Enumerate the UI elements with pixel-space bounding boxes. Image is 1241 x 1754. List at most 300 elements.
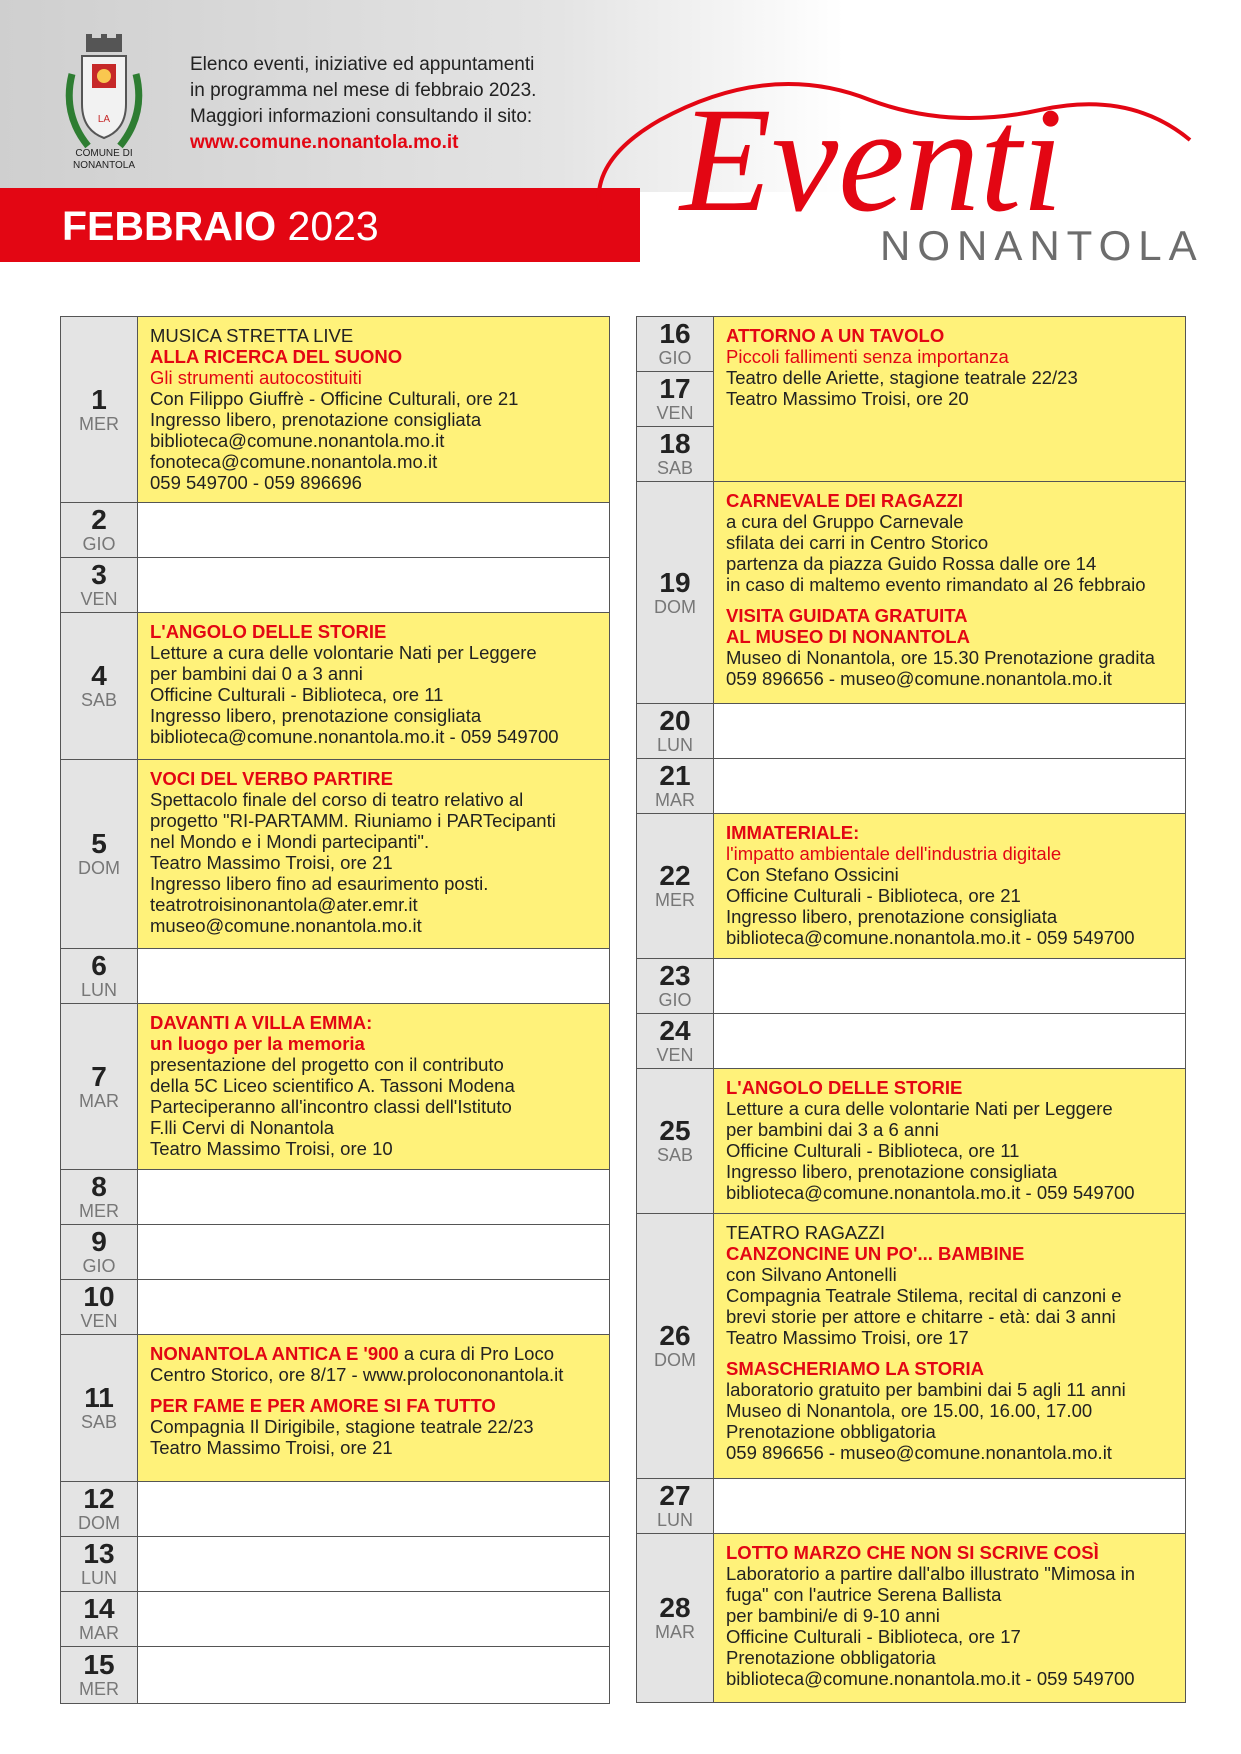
weekday-label: DOM [654,1350,696,1370]
calendar-column-left [60,316,610,1704]
event-detail [726,511,1175,532]
day-number: 6 [91,950,107,981]
event-detail [726,1264,1175,1285]
date-group [637,1014,713,1068]
day-number: 16 [659,318,691,349]
event-detail-text: Letture a cura delle volontarie Nati per Leggere [150,642,537,663]
date-group [637,371,713,426]
month-name: FEBBRAIO [62,203,277,249]
event-cell [138,613,609,759]
event-cell [714,482,1185,703]
day-number: 13 [83,1538,115,1569]
event-title [726,1542,1175,1563]
date-cell [637,482,714,703]
event-detail-text: Teatro Massimo Troisi, ore 21 [150,1437,393,1458]
event-detail [726,532,1175,553]
event-detail [726,1098,1175,1119]
date-cell [61,1170,138,1224]
event-title [726,1077,1175,1098]
event-detail-text: TEATRO RAGAZZI [726,1222,885,1243]
event-detail [726,1379,1175,1400]
event-detail [150,705,599,726]
weekday-label: VEN [656,403,694,423]
event-detail [726,1626,1175,1647]
day-number: 9 [91,1226,107,1257]
weekday-label: SAB [656,1145,694,1165]
event-detail-text: progetto "RI-PARTAMM. Riuniamo i PARTecipanti [150,810,556,831]
event-detail [726,1306,1175,1327]
event-title-text: ALLA RICERCA DEL SUONO [150,346,403,367]
event-detail-text: Compagnia Teatrale Stilema, recital di canzoni e [726,1285,1122,1306]
date-cell [61,1537,138,1591]
event-title-text: SMASCHERIAMO LA STORIA [726,1358,984,1379]
svg-text:LA: LA [97,114,111,125]
event-detail [726,647,1175,668]
event-subtitle-text: l'impatto ambientale dell'industria digitale [726,843,1062,864]
date-cell [61,1647,138,1703]
event-detail [726,1421,1175,1442]
day-number: 12 [83,1483,115,1514]
day-number: 21 [659,760,691,791]
calendar-row [637,482,1185,704]
event-detail [726,864,1175,885]
calendar-row [61,503,609,558]
date-cell [637,317,714,481]
date-group [637,1214,713,1478]
date-group [61,760,137,948]
date-group [61,613,137,759]
weekday-label: LUN [80,1568,117,1588]
event-detail [726,1222,1175,1243]
event-detail [150,726,599,747]
event-spacer [150,1385,599,1395]
date-cell [637,1069,714,1213]
calendar-row [637,317,1185,482]
event-detail [150,852,599,873]
event-title-text: LOTTO MARZO CHE NON SI SCRIVE COSÌ [726,1542,1099,1563]
date-cell [637,1479,714,1533]
day-number: 14 [83,1593,115,1624]
date-group [637,814,713,958]
date-group [637,1479,713,1533]
event-title [726,822,1175,843]
date-group [61,503,137,557]
event-detail [150,1117,599,1138]
event-detail-text: in caso di maltemo evento rimandato al 26 febbraio [726,574,1146,595]
day-number: 8 [91,1171,107,1202]
calendar-column-right [636,316,1186,1703]
day-number: 2 [91,504,107,535]
event-detail [726,1668,1175,1689]
date-cell [637,759,714,813]
event-detail-text: Museo di Nonantola, ore 15.00, 16.00, 17.00 [726,1400,1093,1421]
event-detail [726,668,1175,689]
weekday-label: MER [79,413,119,434]
event-title [150,1343,599,1364]
day-number: 4 [91,660,107,691]
date-cell [637,959,714,1013]
empty-cell [714,759,1185,813]
event-detail [726,885,1175,906]
event-detail [726,1647,1175,1668]
date-group [61,1335,137,1481]
event-title [726,626,1175,647]
empty-cell [138,1537,609,1591]
event-title [150,621,599,642]
event-detail-text: Teatro delle Ariette, stagione teatrale 22/23 [726,367,1078,388]
event-detail [150,789,599,810]
event-cell [138,1004,609,1169]
calendar-row [637,1214,1185,1479]
event-detail-text: biblioteca@comune.nonantola.mo.it - 059 549700 [726,1668,1135,1689]
event-detail-text: Prenotazione obbligatoria [726,1421,936,1442]
event-detail-text: F.lli Cervi di Nonantola [150,1117,335,1138]
event-cell [714,317,1185,481]
calendar-row [61,1280,609,1335]
calendar-row [637,1014,1185,1069]
day-number: 25 [659,1115,691,1146]
event-subtitle-text: Gli strumenti autocostituiti [150,367,362,388]
event-detail-text: partenza da piazza Guido Rossa dalle ore 14 [726,553,1097,574]
event-title [726,1358,1175,1379]
event-detail-text: museo@comune.nonantola.mo.it [150,915,422,936]
date-cell [61,1004,138,1169]
event-detail [150,1054,599,1075]
date-group [61,1647,137,1703]
calendar-row [61,1335,609,1482]
event-detail-text: Teatro Massimo Troisi, ore 17 [726,1327,969,1348]
empty-cell [714,1014,1185,1068]
event-title [150,768,599,789]
date-group [61,1537,137,1591]
calendar-row [61,1004,609,1170]
empty-cell [714,1479,1185,1533]
event-cell [138,1335,609,1481]
intro-line: in programma nel mese di febbraio 2023. [190,80,537,101]
event-detail-text: MUSICA STRETTA LIVE [150,325,354,346]
day-number: 17 [659,373,691,404]
date-group [61,558,137,612]
day-number: 18 [659,428,691,459]
weekday-label: VEN [80,589,118,609]
date-group [637,1534,713,1702]
event-title-text: AL MUSEO DI NONANTOLA [726,626,970,647]
event-title-text: NONANTOLA ANTICA E '900 [150,1343,399,1364]
weekday-label: DOM [78,858,120,878]
date-group [61,1592,137,1646]
event-detail [150,1364,599,1385]
event-detail [726,906,1175,927]
weekday-label: MER [655,890,695,910]
date-group [61,1004,137,1169]
event-detail [726,1584,1175,1605]
event-title-text: VOCI DEL VERBO PARTIRE [150,768,393,789]
event-title-text: CARNEVALE DEI RAGAZZI [726,490,964,511]
event-detail-text: Prenotazione obbligatoria [726,1647,936,1668]
event-detail-text: per bambini/e di 9-10 anni [726,1605,940,1626]
month-title [62,202,379,250]
event-detail-text: laboratorio gratuito per bambini dai 5 agli 11 anni [726,1379,1126,1400]
calendar-row [61,317,609,503]
day-number: 15 [83,1649,115,1680]
calendar-row [637,1479,1185,1534]
event-cell [714,814,1185,958]
calendar-row [61,1537,609,1592]
date-cell [61,1335,138,1481]
date-cell [637,1214,714,1478]
calendar-row [61,760,609,949]
event-detail [726,388,1175,409]
event-subtitle [726,843,1175,864]
day-number: 10 [83,1281,115,1312]
event-detail-text: biblioteca@comune.nonantola.mo.it - 059 549700 [726,927,1135,948]
event-title-text: ATTORNO A UN TAVOLO [726,325,945,346]
event-detail [726,574,1175,595]
calendar-row [637,814,1185,959]
empty-cell [138,1170,609,1224]
event-detail [150,325,599,346]
calendar-row [637,1534,1185,1702]
event-detail [726,1400,1175,1421]
event-detail-text: 059 896656 - museo@comune.nonantola.mo.it [726,668,1112,689]
date-group [637,482,713,703]
event-detail-text: Con Filippo Giuffrè - Officine Culturali, ore 21 [150,388,519,409]
event-detail [150,1075,599,1096]
event-detail-text: Con Stefano Ossicini [726,864,899,885]
event-title-suffix: a cura di Pro Loco [398,1343,554,1364]
event-detail-text: Officine Culturali - Biblioteca, ore 17 [726,1626,1021,1647]
event-detail-text: biblioteca@comune.nonantola.mo.it - 059 549700 [726,1182,1135,1203]
event-detail [726,1285,1175,1306]
event-detail-text: Teatro Massimo Troisi, ore 20 [726,388,969,409]
event-detail-text: 059 896656 - museo@comune.nonantola.mo.it [726,1442,1112,1463]
intro-line: Elenco eventi, iniziative ed appuntamenti [190,54,535,75]
event-detail-text: con Silvano Antonelli [726,1264,897,1285]
weekday-label: GIO [658,348,692,368]
event-detail-text: 059 549700 - 059 896696 [150,472,362,493]
date-group [637,759,713,813]
date-group [637,1069,713,1213]
weekday-label: LUN [80,980,117,1000]
calendar-row [61,1647,609,1703]
day-number: 3 [91,559,107,590]
calendar-row [61,949,609,1004]
calendar-row [61,1592,609,1647]
date-cell [637,1014,714,1068]
event-detail [150,1096,599,1117]
date-cell [61,949,138,1003]
event-title-text: CANZONCINE UN PO'... BAMBINE [726,1243,1025,1264]
weekday-label: MER [79,1201,119,1221]
eventi-script-text: Eventi [680,77,1064,243]
event-detail [150,451,599,472]
empty-cell [138,1647,609,1703]
calendar-row [61,1225,609,1280]
event-detail [150,915,599,936]
day-number: 23 [659,960,691,991]
event-title-text: VISITA GUIDATA GRATUITA [726,605,968,626]
date-group [637,426,713,481]
empty-cell [138,1592,609,1646]
event-cell [714,1534,1185,1702]
date-cell [61,1592,138,1646]
empty-cell [138,558,609,612]
day-number: 11 [84,1382,114,1413]
event-detail-text: nel Mondo e i Mondi partecipanti". [150,831,430,852]
empty-cell [714,704,1185,758]
intro-line: Maggiori informazioni consultando il sito: [190,106,533,127]
website-link[interactable]: www.comune.nonantola.mo.it [190,132,459,153]
calendar-row [637,1069,1185,1214]
weekday-label: SAB [656,458,694,478]
date-cell [61,503,138,557]
event-title-text: PER FAME E PER AMORE SI FA TUTTO [150,1395,496,1416]
day-number: 1 [91,383,107,415]
event-detail-text: fuga" con l'autrice Serena Ballista [726,1584,1002,1605]
event-cell [714,1069,1185,1213]
weekday-label: MAR [655,1622,695,1642]
event-detail [726,1442,1175,1463]
event-title [726,325,1175,346]
event-detail [726,927,1175,948]
event-spacer [726,595,1175,605]
event-detail-text: Compagnia Il Dirigibile, stagione teatrale 22/23 [150,1416,534,1437]
empty-cell [138,1482,609,1536]
event-detail [150,663,599,684]
day-number: 28 [659,1592,691,1623]
weekday-label: SAB [80,690,118,710]
comune-label-line1: COMUNE DI [75,148,133,159]
event-detail [150,810,599,831]
date-cell [637,704,714,758]
date-cell [61,558,138,612]
day-number: 5 [91,828,107,859]
event-detail [150,1416,599,1437]
empty-cell [714,959,1185,1013]
date-group [61,1280,137,1334]
event-detail-text: teatrotroisinonantola@ater.emr.it [150,894,418,915]
weekday-label: MAR [79,1090,119,1111]
event-title [150,1395,599,1416]
date-group [61,949,137,1003]
event-detail-text: fonoteca@comune.nonantola.mo.it [150,451,438,472]
calendar-row [637,959,1185,1014]
date-group [637,704,713,758]
date-group [637,959,713,1013]
event-detail [726,1119,1175,1140]
event-detail [150,430,599,451]
event-detail-text: Museo di Nonantola, ore 15.30 Prenotazione gradita [726,647,1155,668]
event-title [726,1243,1175,1264]
event-detail [150,409,599,430]
event-detail-text: Laboratorio a partire dall'albo illustrato "Mimosa in [726,1563,1136,1584]
weekday-label: VEN [80,1311,118,1331]
day-number: 27 [659,1480,691,1511]
calendar-row [61,1170,609,1225]
day-number: 22 [659,860,691,891]
event-detail [726,1140,1175,1161]
event-detail-text: Centro Storico, ore 8/17 - www.prolocononantola.it [150,1364,564,1385]
event-detail [150,472,599,493]
date-group [61,317,137,502]
day-number: 26 [659,1320,691,1351]
calendar-row [61,1482,609,1537]
event-detail-text: per bambini dai 3 a 6 anni [726,1119,939,1140]
event-detail-text: per bambini dai 0 a 3 anni [150,663,363,684]
date-cell [637,814,714,958]
event-detail-text: Ingresso libero, prenotazione consigliata [726,1161,1058,1182]
weekday-label: VEN [656,1045,694,1065]
weekday-label: LUN [656,1510,693,1530]
event-title [150,346,599,367]
event-detail-text: sfilata dei carri in Centro Storico [726,532,989,553]
calendar-row [637,704,1185,759]
empty-cell [138,1280,609,1334]
event-spacer [726,1348,1175,1358]
event-detail [726,553,1175,574]
event-detail [726,1327,1175,1348]
event-title-text: L'ANGOLO DELLE STORIE [150,621,387,642]
weekday-label: SAB [80,1412,118,1432]
date-cell [61,613,138,759]
weekday-label: MAR [655,790,695,810]
event-subtitle [150,367,599,388]
day-number: 20 [659,705,691,736]
event-detail [726,1182,1175,1203]
event-detail-text: Ingresso libero, prenotazione consigliata [726,906,1058,927]
weekday-label: DOM [78,1513,120,1533]
event-cell [714,1214,1185,1478]
calendar-row [61,558,609,613]
event-detail-text: Letture a cura delle volontarie Nati per Leggere [726,1098,1113,1119]
day-number: 19 [659,566,691,598]
event-detail [150,388,599,409]
date-cell [61,1225,138,1279]
event-detail-text: a cura del Gruppo Carnevale [726,511,964,532]
calendar-row [61,613,609,760]
event-detail [726,1605,1175,1626]
event-detail-text: biblioteca@comune.nonantola.mo.it - 059 549700 [150,726,559,747]
event-detail-text: biblioteca@comune.nonantola.mo.it [150,430,445,451]
event-detail-text: presentazione del progetto con il contributo [150,1054,504,1075]
event-detail [726,1563,1175,1584]
event-detail [150,894,599,915]
comune-label-line2: NONANTOLA [72,160,136,171]
intro-text [190,52,536,156]
weekday-label: GIO [658,990,692,1010]
date-cell [61,317,138,502]
date-group [61,1170,137,1224]
date-group [61,1225,137,1279]
event-title [726,605,1175,626]
date-group [637,317,713,371]
event-detail [726,367,1175,388]
date-cell [61,760,138,948]
event-title-text: L'ANGOLO DELLE STORIE [726,1077,963,1098]
event-detail [150,642,599,663]
empty-cell [138,949,609,1003]
event-detail-text: Officine Culturali - Biblioteca, ore 11 [150,684,444,705]
brand-subtitle: NONANTOLA [880,222,1204,269]
event-detail-text: Officine Culturali - Biblioteca, ore 21 [726,885,1021,906]
day-number: 7 [91,1060,107,1092]
event-subtitle [726,346,1175,367]
event-detail-text: Teatro Massimo Troisi, ore 10 [150,1138,393,1159]
weekday-label: GIO [82,1256,116,1276]
event-detail-text: Teatro Massimo Troisi, ore 21 [150,852,393,873]
event-title-text: un luogo per la memoria [150,1033,365,1054]
date-group [61,1482,137,1536]
